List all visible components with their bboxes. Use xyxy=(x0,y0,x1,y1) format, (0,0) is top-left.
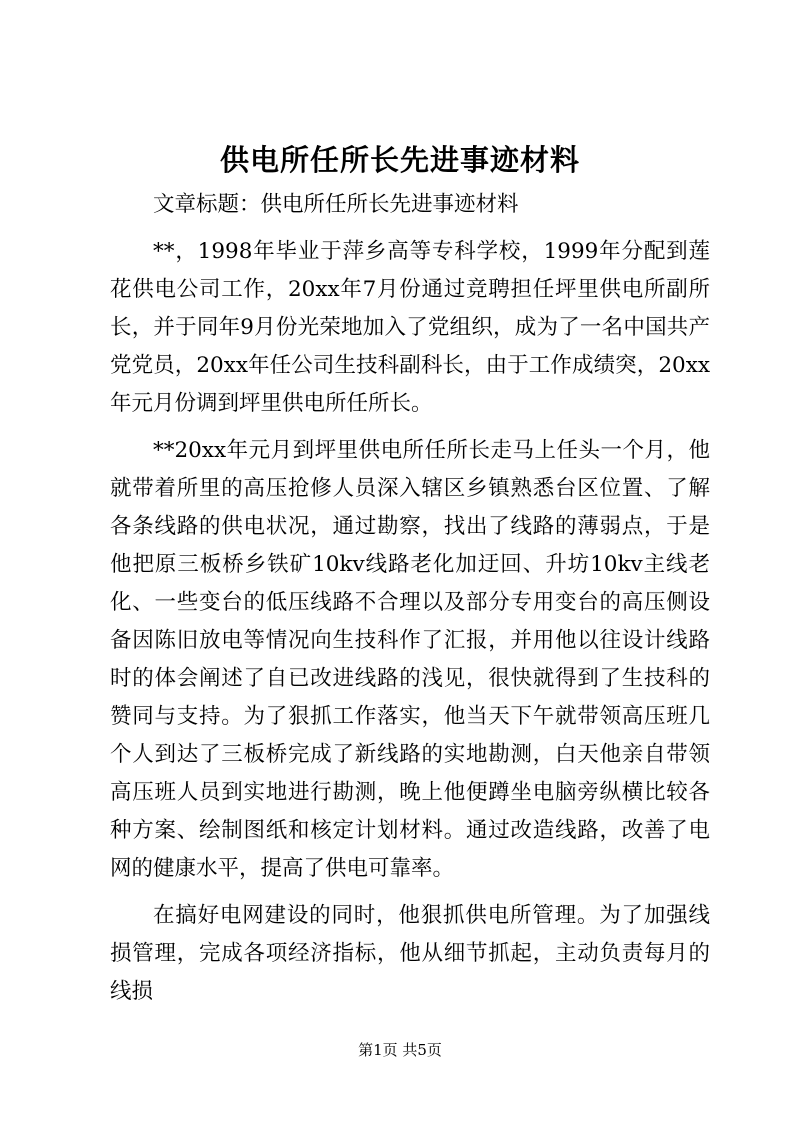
document-body xyxy=(110,186,710,1020)
paragraph-bio: **，1998年毕业于萍乡高等专科学校，1999年分配到莲花供电公司工作，20xx年7月份通过竞聘担任坪里供电所副所长，并于同年9月份光荣地加入了党组织，成为了一名中国共产党党员，20xx年任公司生技科副科长，由于工作成绩突，20xx年元月份调到坪里供电所任所长。 xyxy=(110,239,710,416)
paragraph-line-improvement: **20xx年元月到坪里供电所任所长走马上任头一个月，他就带着所里的高压抢修人员深入辖区乡镇熟悉台区位置、了解各条线路的供电状况，通过勘察，找出了线路的薄弱点，于是他把原三板桥乡铁矿10kv线路老化加迂回、升坊10kv主线老化、一些变台的低压线路不合理以及部分专用变台的高压侧设备因陈旧放电等情况向生技科作了汇报，并用他以往设计线路时的体会阐述了自已改进线路的浅见，很快就得到了生技科的赞同与支持。为了狠抓工作落实，他当天下午就带领高压班几个人到达了三板桥完成了新线路的实地勘测，白天他亲自带领高压班人员到实地进行勘测，晚上他便蹲坐电脑旁纵横比较各种方案、绘制图纸和核定计划材料。通过改造线路，改善了电网的健康水平，提高了供电可靠率。 xyxy=(110,438,710,881)
paragraph-management: 在搞好电网建设的同时，他狠抓供电所管理。为了加强线损管理，完成各项经济指标，他从细节抓起，主动负责每月的线损 xyxy=(110,903,710,1004)
article-title-line: 文章标题：供电所任所长先进事迹材料 xyxy=(153,192,519,217)
document-title: 供电所任所长先进事迹材料 xyxy=(219,143,580,177)
page-footer: 第1页 共5页 xyxy=(358,1041,442,1059)
